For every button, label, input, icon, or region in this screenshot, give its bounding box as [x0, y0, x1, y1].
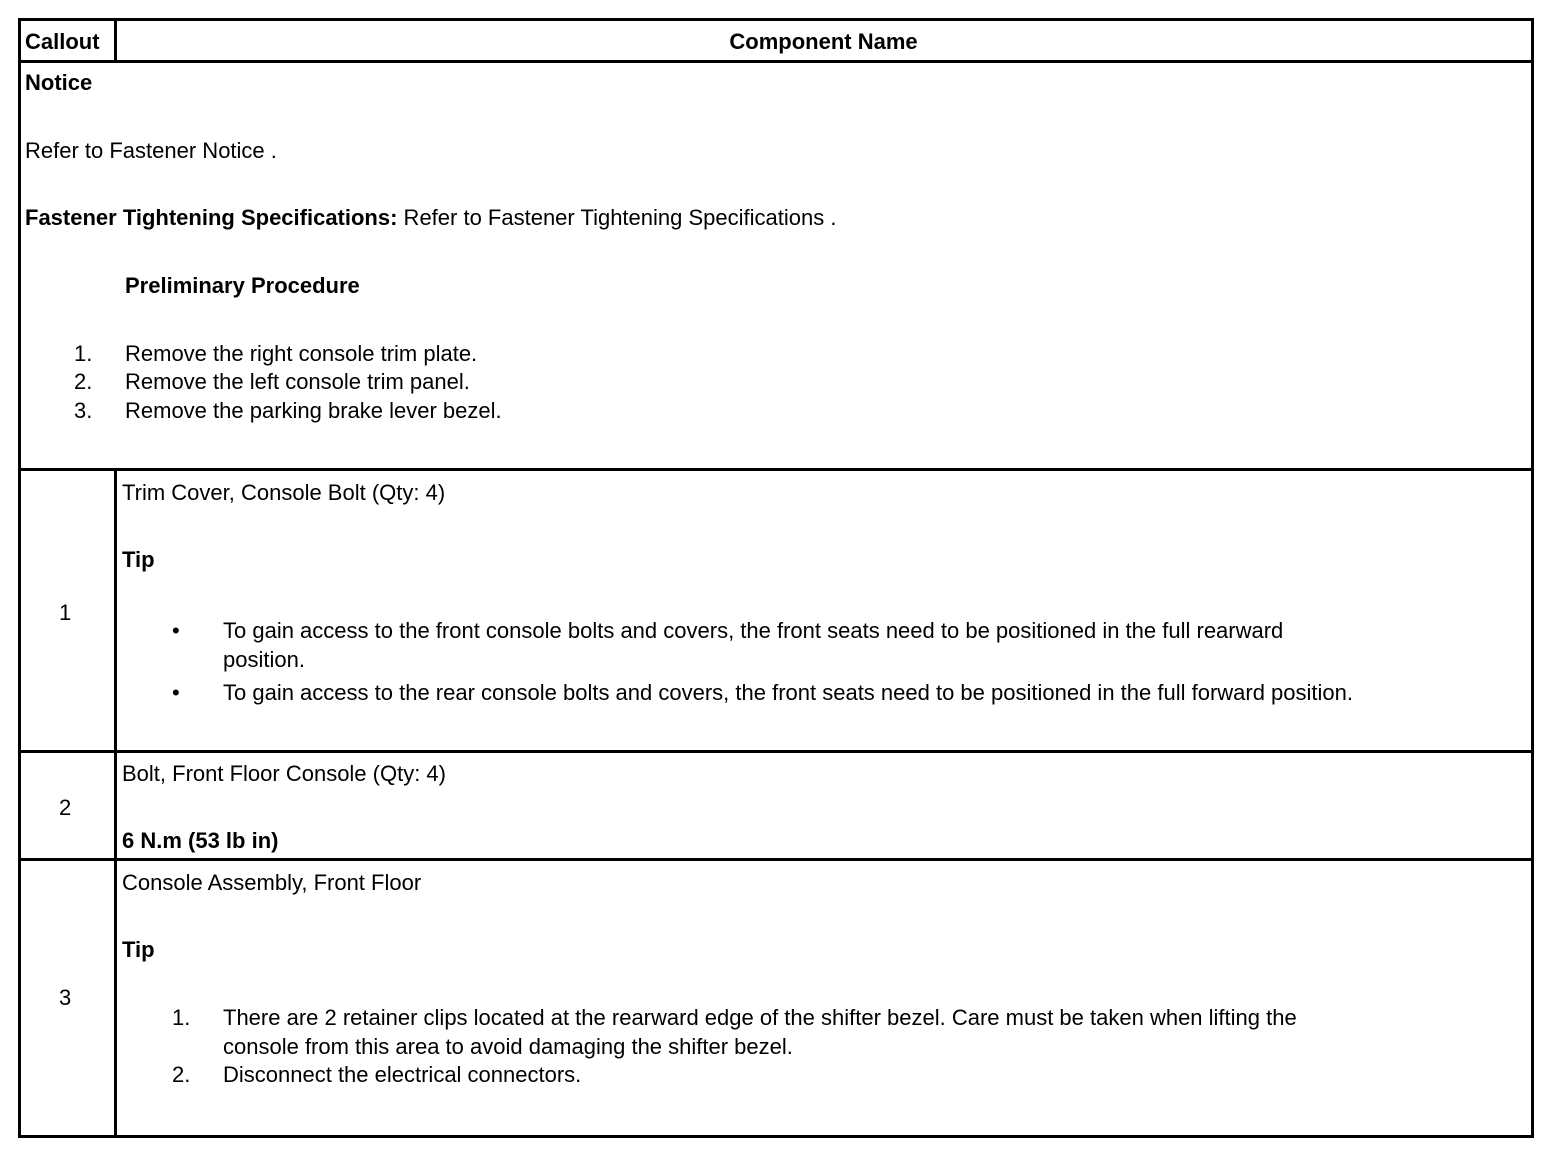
fastener-spec-line: [25, 205, 836, 231]
row1-bullet-text: position.: [223, 647, 305, 672]
row3-step-text: Disconnect the electrical connectors.: [223, 1062, 582, 1087]
bullet-icon: •: [172, 618, 180, 643]
row3-step-text: console from this area to avoid damaging the shifter bezel.: [223, 1034, 793, 1059]
notice-refer-text: Refer to Fastener Notice .: [25, 138, 277, 163]
row3-step-text: There are 2 retainer clips located at the rearward edge of the shifter bezel. Care must be taken when lifting the: [223, 1005, 1297, 1030]
row-callout-2: 2: [59, 795, 72, 820]
row2-torque-spec: 6 N.m (53 lb in): [122, 828, 279, 853]
prelim-step-number: 2.: [74, 369, 93, 394]
header-component-name: Component Name: [729, 29, 918, 54]
row2-component-name: Bolt, Front Floor Console (Qty: 4): [122, 761, 446, 786]
row3-step-number: 1.: [172, 1005, 191, 1030]
prelim-step-text: Remove the right console trim plate.: [125, 341, 478, 366]
body-column-divider: [114, 468, 117, 1138]
prelim-step-number: 3.: [74, 398, 93, 423]
row2-divider: [21, 858, 1531, 861]
notice-divider: [21, 468, 1531, 471]
row-callout-1: 1: [59, 600, 72, 625]
row3-tip-label: Tip: [122, 937, 155, 962]
row-callout-3: 3: [59, 985, 72, 1010]
bullet-icon: •: [172, 680, 180, 705]
prelim-step-number: 1.: [74, 341, 93, 366]
row3-step-number: 2.: [172, 1062, 191, 1087]
prelim-step-text: Remove the left console trim panel.: [125, 369, 470, 394]
row1-bullet-text: To gain access to the rear console bolts and covers, the front seats need to be positioned in the full forward position.: [223, 680, 1354, 705]
preliminary-procedure-title: Preliminary Procedure: [125, 273, 360, 298]
fastener-spec-label: Fastener Tightening Specifications:: [25, 205, 398, 230]
row3-component-name: Console Assembly, Front Floor: [122, 870, 422, 895]
row1-component-name: Trim Cover, Console Bolt (Qty: 4): [122, 480, 446, 505]
fastener-spec-text: Refer to Fastener Tightening Specifications .: [397, 205, 837, 230]
header-divider: [21, 60, 1531, 63]
row1-tip-label: Tip: [122, 547, 155, 572]
notice-title: Notice: [25, 70, 93, 95]
row1-divider: [21, 750, 1531, 753]
header-callout: Callout: [25, 29, 100, 54]
component-table: [18, 18, 1534, 1138]
row1-bullet-text: To gain access to the front console bolts and covers, the front seats need to be positioned in the full rearward: [223, 618, 1284, 643]
prelim-step-text: Remove the parking brake lever bezel.: [125, 398, 502, 423]
